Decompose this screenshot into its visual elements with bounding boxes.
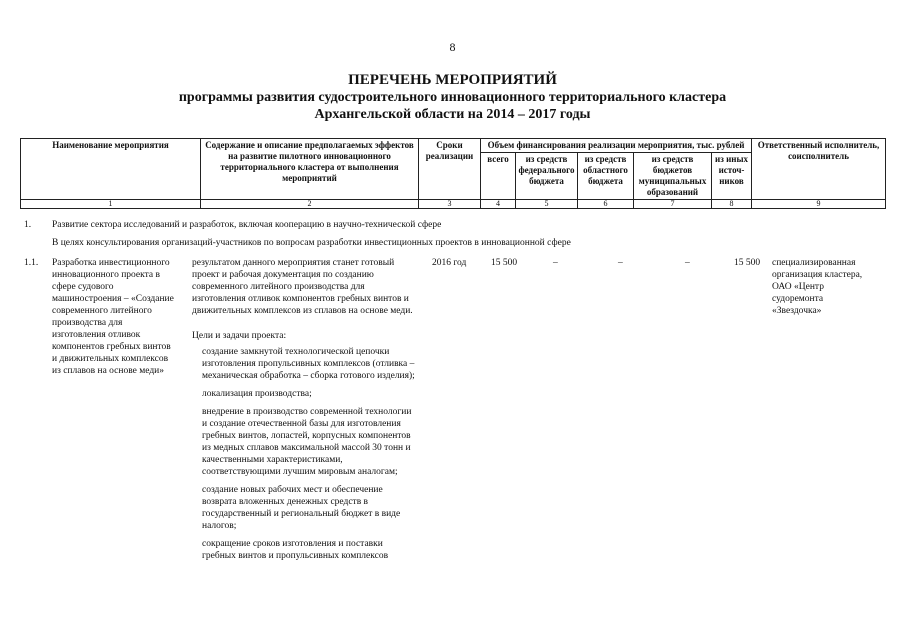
section-number: 1. [24,220,32,230]
goal-item: создание новых рабочих мест и обеспечение возврата вложенных денежных средств в государственный и региональный бюджет в виде налогов; [202,485,401,531]
column-number: 6 [578,200,634,209]
goals-list [202,346,417,568]
goal-item: локализация производства; [202,389,312,399]
header-period: Сроки реализации [419,139,481,200]
header-responsible: Ответственный исполнитель, соисполнитель [752,139,886,200]
column-number: 5 [516,200,578,209]
section-title: Развитие сектора исследований и разработок, включая кооперацию в научно-технической сфере [52,220,442,230]
row-federal: – [553,258,558,268]
page-number: 8 [449,40,456,54]
row-responsible [772,257,872,317]
column-number: 3 [419,200,481,209]
row-number: 1.1. [24,258,39,268]
row-period: 2016 год [432,258,467,268]
row-description: результатом данного мероприятия станет готовый проект и рабочая документация по созданию современного литейного производства для изготовления отливок компонентов гребных винтов и движительных комплексов из сплавов на основе меди. [192,258,413,316]
section-subtitle: В целях консультирования организаций-участников по вопросам разработки инвестиционных проектов в инновационной сфере [52,238,571,248]
header-total: всего [481,153,516,200]
goal-item: создание замкнутой технологической цепочки изготовления пропульсивных комплексов (отливка – механическая обработка – сборка готового изделия); [202,347,415,381]
responsible-line: специализированная организация кластера, [772,258,863,280]
column-number: 1 [21,200,201,209]
goals-label: Цели и задачи проекта: [192,331,287,341]
header-name: Наименование мероприятия [21,139,201,200]
column-number: 8 [712,200,752,209]
goal-item: внедрение в производство современной технологии и создание отечественной базы для изготовления гребных винтов, лопастей, корпусных компонентов из медных сплавов максимальной массой 30 тонн и качественными характеристиками, соответствующими лучшим мировым аналогам; [202,407,412,477]
row-other: 15 500 [734,258,761,268]
document-subtitle-line2: Архангельской области на 2014 – 2017 годы [314,107,591,122]
goal-item: сокращение сроков изготовления и поставки гребных винтов и пропульсивных комплексов [202,539,389,561]
document-subtitle: программы развития судостроительного инновационного территориального кластера [178,90,727,105]
document-title: ПЕРЕЧЕНЬ МЕРОПРИЯТИЙ [348,72,557,88]
responsible-line: ОАО «Центр судоремонта «Звездочка» [772,282,824,316]
row-total: 15 500 [491,258,518,268]
column-number: 4 [481,200,516,209]
header-federal: из средств федерального бюджета [516,153,578,200]
column-number: 2 [201,200,419,209]
header-description: Содержание и описание предполагаемых эффектов на развитие пилотного инновационного территориального кластера от выполнения мероприятий [201,139,419,200]
column-number: 9 [752,200,886,209]
header-other: из иных источ-ников [712,153,752,200]
header-funding: Объем финансирования реализации мероприятия, тыс. рублей [481,139,752,153]
row-municipal: – [685,258,690,268]
header-municipal: из средств бюджетов муниципальных образований [634,153,712,200]
header-table [20,138,886,209]
row-event-name: Разработка инвестиционного инновационного проекта в сфере судового машиностроения – «Создание современного литейного производства для изготовления отливок компонентов гребных винтов и движительных комплексов из сплавов на основе меди» [52,258,174,376]
row-regional: – [618,258,623,268]
column-number: 7 [634,200,712,209]
header-regional: из средств областного бюджета [578,153,634,200]
